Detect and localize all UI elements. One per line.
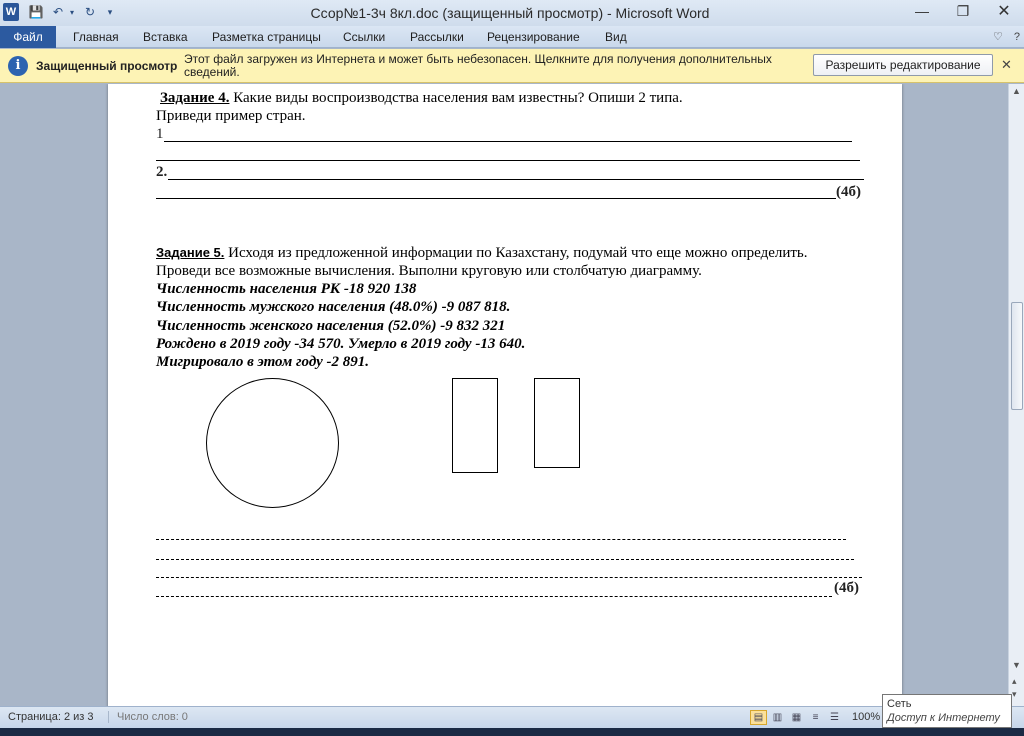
minimize-ribbon-icon[interactable]: ♡ (992, 31, 1003, 43)
task4-item2-number: 2. (156, 164, 168, 180)
task5-question (156, 245, 808, 262)
task5-text1: Исходя из предложенной информации по Казахстану, подумай что еще можно определить. (224, 245, 808, 261)
tab-home[interactable]: Главная (73, 30, 119, 44)
ribbon-tabs (0, 26, 1024, 48)
tab-references[interactable]: Ссылки (343, 30, 386, 44)
ribbon-controls (993, 30, 1020, 43)
tab-file[interactable]: Файл (0, 26, 56, 48)
minimize-button[interactable]: — (915, 3, 929, 19)
network-tooltip (882, 694, 1012, 728)
vertical-scrollbar[interactable] (1008, 84, 1024, 706)
task5-label: Задание 5. (156, 245, 225, 260)
fact-births-deaths: Рождено в 2019 году -34 570. Умерло в 2019 году -13 640. (156, 336, 526, 352)
print-layout-icon[interactable]: ▤ (750, 710, 767, 725)
bar-shape-2[interactable] (534, 378, 580, 468)
task5-score: (4б) (834, 580, 859, 596)
answer-line (156, 198, 836, 199)
tab-view[interactable]: Вид (605, 30, 627, 44)
scroll-down-icon[interactable]: ▼ (1012, 660, 1021, 670)
title-bar (0, 0, 1024, 26)
undo-icon[interactable]: ↶ (52, 5, 64, 19)
status-bar (0, 706, 1024, 728)
close-message-icon[interactable]: ✕ (1001, 57, 1012, 72)
undo-dropdown-icon[interactable]: ▾ (69, 7, 74, 17)
fact-migration: Мигрировало в этом году -2 891. (156, 354, 369, 370)
task4-question-text: Какие виды воспроизводства населения вам известны? Опиши 2 типа. (229, 90, 683, 106)
protected-view-message[interactable]: Этот файл загружен из Интернета и может быть небезопасен. Щелкните для получения дополнительных сведений. (184, 52, 772, 79)
tab-page-layout[interactable]: Разметка страницы (212, 30, 321, 44)
view-buttons (750, 710, 843, 725)
zoom-level[interactable]: 100% (852, 711, 881, 723)
tooltip-title: Сеть (887, 698, 912, 710)
answer-line (156, 539, 846, 540)
task4-label: Задание 4. (160, 90, 230, 106)
answer-line (156, 596, 832, 597)
bar-shape-1[interactable] (452, 378, 498, 473)
answer-line (156, 577, 862, 578)
document-area (0, 84, 1008, 706)
tooltip-subtitle: Доступ к Интернету (887, 712, 1000, 724)
web-layout-icon[interactable]: ▦ (791, 712, 802, 723)
os-taskbar (0, 728, 1024, 736)
pie-chart-circle-shape[interactable] (206, 378, 339, 508)
word-count[interactable]: Число слов: 0 (108, 711, 188, 723)
task4-score: (4б) (836, 184, 861, 200)
tab-review[interactable]: Рецензирование (487, 30, 580, 44)
answer-line (164, 141, 852, 142)
document-page[interactable] (108, 84, 902, 706)
task5-text2: Проведи все возможные вычисления. Выполни круговую или столбчатую диаграмму. (156, 263, 702, 279)
tab-mailings[interactable]: Рассылки (410, 30, 464, 44)
fact-female-population: Численность женского населения (52.0%) -9 832 321 (156, 318, 506, 334)
info-icon: i (8, 56, 28, 76)
scroll-thumb[interactable] (1011, 302, 1023, 410)
help-icon[interactable]: ? (1013, 31, 1020, 43)
fact-male-population: Численность мужского населения (48.0%) -9 087 818. (156, 299, 511, 315)
outline-icon[interactable]: ≡ (812, 712, 819, 723)
previous-page-icon[interactable]: ▴ (1012, 676, 1017, 686)
task4-question (160, 90, 683, 107)
redo-icon[interactable]: ↻ (84, 5, 96, 19)
customize-qat-icon[interactable]: ▾ (107, 6, 113, 17)
task4-item1-number: 1 (156, 126, 164, 142)
answer-line (156, 559, 854, 560)
window-title: Ссор№1-3ч 8кл.doc (защищенный просмотр) - Microsoft Word (310, 5, 710, 21)
enable-editing-button[interactable]: Разрешить редактирование (813, 54, 993, 76)
draft-icon[interactable]: ☰ (830, 712, 839, 723)
save-icon[interactable]: 💾 (28, 5, 44, 19)
task4-line2: Приведи пример стран. (156, 108, 306, 124)
close-button[interactable]: ✕ (997, 3, 1011, 20)
protected-view-title: Защищенный просмотр (36, 59, 178, 73)
page-indicator[interactable]: Страница: 2 из 3 (8, 711, 94, 723)
restore-button[interactable]: ❐ (956, 2, 970, 19)
scroll-up-icon[interactable]: ▲ (1012, 86, 1021, 96)
full-screen-reading-icon[interactable]: ▥ (772, 712, 783, 723)
answer-line (168, 179, 864, 180)
tab-insert[interactable]: Вставка (143, 30, 188, 44)
protected-view-bar (0, 49, 1024, 83)
fact-population: Численность населения РК -18 920 138 (156, 281, 417, 297)
next-page-icon[interactable]: ▾ (1012, 689, 1017, 699)
word-logo-icon[interactable]: W (3, 3, 19, 21)
answer-line (156, 160, 860, 161)
